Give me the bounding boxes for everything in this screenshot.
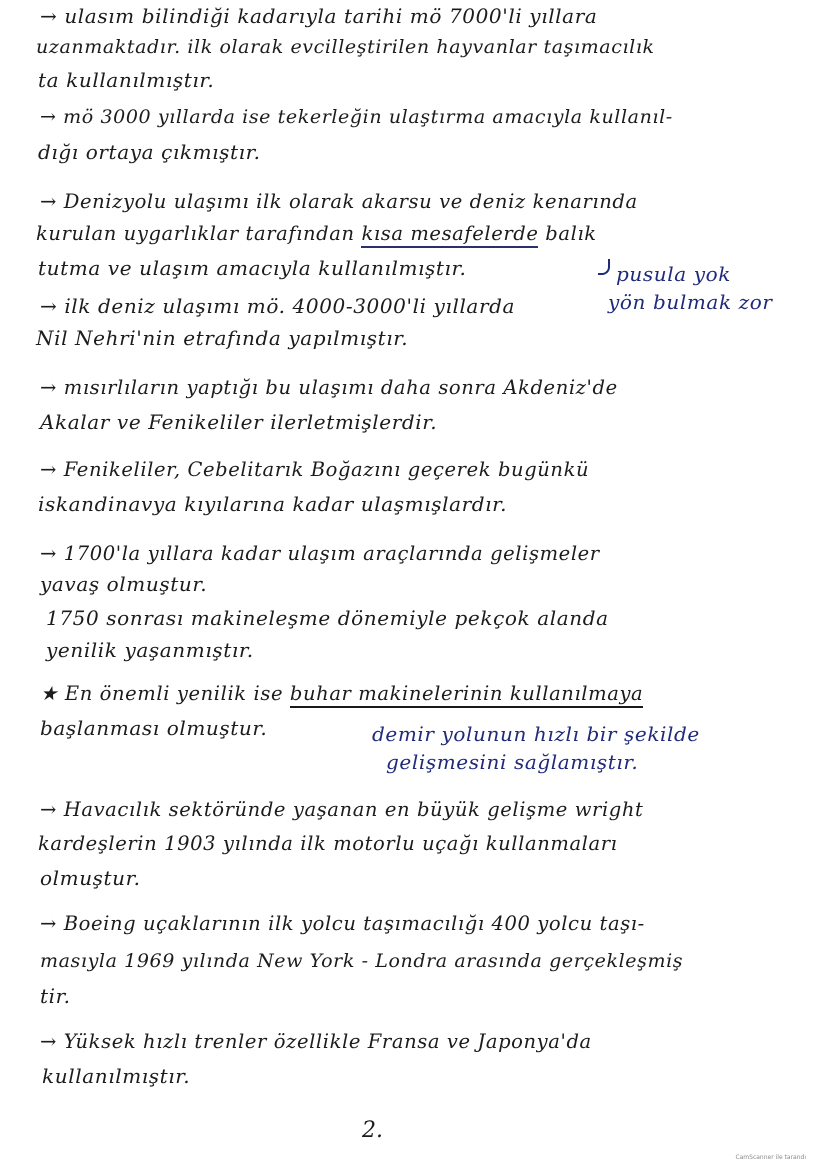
note-line: Nil Nehri'nin etrafında yapılmıştır. [36,326,409,350]
side-note: pusula yok [616,262,731,286]
underlined-phrase: kısa mesafelerde [361,222,538,248]
note-line: yenilik yaşanmıştır. [46,638,254,662]
note-line: dığı ortaya çıkmıştır. [38,140,261,164]
side-note: gelişmesini sağlamıştır. [386,750,639,774]
arrow-hook-icon [598,259,610,275]
note-line: → Boeing uçaklarının ilk yolcu taşımacılığı 400 yolcu taşı- [40,912,645,935]
note-line [40,682,643,705]
note-line: kardeşlerin 1903 yılında ilk motorlu uçağı kullanmaları [38,832,618,855]
underlined-phrase: buhar makinelerinin kullanılmaya [290,682,643,708]
note-line: → Havacılık sektöründe yaşanan en büyük gelişme wright [40,798,644,821]
note-line: → Yüksek hızlı trenler özellikle Fransa ve Japonya'da [40,1030,592,1053]
note-line: → Fenikeliler, Cebelitarık Boğazını geçerek bugünkü [40,458,590,481]
note-text: balık [545,222,597,245]
side-note: yön bulmak zor [608,290,773,314]
note-line: masıyla 1969 yılında New York - Londra arasında gerçekleşmiş [40,950,684,972]
note-line: olmuştur. [40,866,141,890]
note-line: → mö 3000 yıllarda ise tekerleğin ulaştırma amacıyla kullanıl- [40,106,673,128]
note-text: ★ En önemli yenilik ise [40,682,284,705]
note-line: 1750 sonrası makineleşme dönemiyle pekçok alanda [46,606,609,630]
note-line: uzanmaktadır. ilk olarak evcilleştirilen hayvanlar taşımacılık [36,36,655,58]
note-line: tir. [40,984,71,1008]
side-note: demir yolunun hızlı bir şekilde [372,722,700,746]
note-line: → mısırlıların yaptığı bu ulaşımı daha sonra Akdeniz'de [40,376,618,399]
note-line: başlanması olmuştur. [40,716,268,740]
note-line: iskandinavya kıyılarına kadar ulaşmışlardır. [38,492,508,516]
note-line: → 1700'la yıllara kadar ulaşım araçlarında gelişmeler [40,542,600,565]
note-line: tutma ve ulaşım amacıyla kullanılmıştır. [38,256,467,280]
note-line: yavaş olmuştur. [40,572,208,596]
note-line: → Denizyolu ulaşımı ilk olarak akarsu ve deniz kenarında [40,190,638,213]
page-number: 2. [362,1118,383,1143]
note-line: kullanılmıştır. [42,1064,191,1088]
note-line: → ilk deniz ulaşımı mö. 4000-3000'li yıllarda [40,294,516,318]
note-line: Akalar ve Fenikeliler ilerletmişlerdir. [40,410,438,434]
scanner-watermark: CamScanner ile tarandı [735,1154,806,1161]
note-text: kurulan uygarlıklar tarafından [36,222,355,245]
note-line [36,222,597,245]
note-line: ta kullanılmıştır. [38,68,215,92]
note-line: → ulasım bilindiği kadarıyla tarihi mö 7000'li yıllara [40,4,598,28]
